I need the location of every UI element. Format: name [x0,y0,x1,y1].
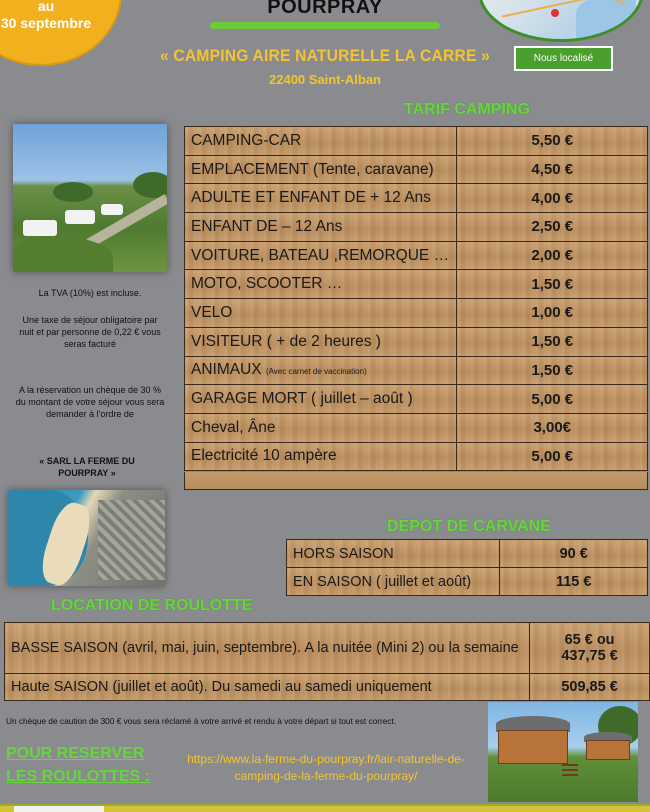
table-row [185,184,648,213]
tarif-title: TARIF CAMPING [404,101,530,118]
roulotte-label: BASSE SAISON (avril, mai, juin, septembre). A la nuitée (Mini 2) ou la semaine [5,623,530,674]
roulotte-label: Haute SAISON (juillet et août). Du samedi au samedi uniquement [5,674,530,701]
tarif-label [185,241,457,270]
tarif-label-text: EMPLACEMENT (Tente, caravane) [191,160,434,178]
tarif-price: 5,50 € [457,127,648,156]
tarif-label [185,356,457,385]
reserve-heading [6,742,156,788]
roulotte-photo [488,702,638,802]
tarif-label [185,299,457,328]
table-row [287,568,648,596]
roulotte-title: LOCATION DE ROULOTTE [51,597,253,614]
reserve-line-1: POUR RESERVER [6,745,145,762]
table-row [5,623,650,674]
tax-note: Une taxe de séjour obligatoire par nuit et par personne de 0,22 € vous seras facturé [19,315,161,349]
table-row [185,241,648,270]
tarif-table [184,126,648,471]
tva-note: La TVA (10%) est incluse. [38,288,142,298]
tarif-table-footer [184,472,648,490]
reserve-line-2: LES ROULOTTES : [6,768,150,785]
tarif-price: 1,50 € [457,327,648,356]
deposit-note: Un chèque de caution de 300 € vous sera réclamé à votre arrivé et rendu à votre départ si tout est correct. [6,716,397,726]
tarif-label-text: ENFANT DE – 12 Ans [191,217,343,235]
brand-underline [210,22,440,29]
tree [53,182,93,202]
tarif-label [185,270,457,299]
depot-price: 90 € [500,540,648,568]
tarif-label-text: MOTO, SCOOTER … [191,275,343,293]
tarif-price: 4,00 € [457,184,648,213]
tarif-label-text: Electricité 10 ampère [191,447,337,465]
tarif-price: 2,00 € [457,241,648,270]
campsite-photo [13,124,167,272]
map-pin-icon [551,9,559,17]
depot-title: DEPOT DE CARVANE [387,518,551,535]
payee-name: « SARL LA FERME DU POURPRAY » [39,456,135,478]
depot-label: HORS SAISON [287,540,500,568]
tarif-price: 4,50 € [457,155,648,184]
wagon-body [586,740,630,760]
tarif-label-text: VOITURE, BATEAU ,REMORQUE … [191,246,450,264]
camping-address: 22400 Saint-Alban [269,72,381,87]
tarif-label-note: (Avec carnet de vaccination) [265,367,367,377]
tarif-label-text: VISITEUR ( + de 2 heures ) [191,332,381,350]
wagon-body [498,730,568,764]
reservation-link[interactable]: https://www.la-ferme-du-pourpray.fr/lair-naturelle-de-camping-de-la-ferme-du-pourpray/ [187,752,465,783]
depot-label: EN SAISON ( juillet et août) [287,568,500,596]
camping-car [101,204,123,215]
footer-strip [14,806,104,812]
table-row [287,540,648,568]
table-row [185,155,648,184]
tarif-label [185,127,457,156]
tarif-price: 1,00 € [457,299,648,328]
camping-car [23,220,57,236]
reservation-note: A la réservation un chèque de 30 % du montant de votre séjour vous sera demander à l'ordre de [15,385,165,419]
wagon-steps [562,764,578,778]
table-row [185,385,648,414]
camping-title: « CAMPING AIRE NATURELLE LA CARRE » [160,46,490,65]
roulotte-price: 509,85 € [530,674,650,701]
table-row [185,270,648,299]
tarif-price: 1,50 € [457,270,648,299]
tarif-label [185,385,457,414]
date-line-1: au [37,0,55,14]
date-line-2: 30 septembre [0,15,92,31]
tarif-label-text: ADULTE ET ENFANT DE + 12 Ans [191,189,431,207]
table-row [185,442,648,471]
table-row [185,299,648,328]
tarif-label-text: VELO [191,303,233,321]
tarif-price: 2,50 € [457,213,648,242]
location-map[interactable] [478,0,644,42]
tarif-label [185,184,457,213]
depot-table [286,539,648,596]
table-row [185,356,648,385]
table-row [185,413,648,442]
tarif-price: 5,00 € [457,442,648,471]
brand-name: POURPRAY [267,0,383,18]
path [87,194,167,248]
camping-car [65,210,95,224]
locate-us-button[interactable]: Nous localisé [514,46,613,71]
tarif-label-text: GARAGE MORT ( juillet – août ) [191,390,413,408]
table-row [185,213,648,242]
tarif-label-text: CAMPING-CAR [191,131,302,149]
tarif-price: 5,00 € [457,385,648,414]
tarif-label [185,442,457,471]
price-line: 65 € ou [564,632,615,648]
tarif-label [185,327,457,356]
tarif-label [185,213,457,242]
town [98,500,165,580]
price-line: 437,75 € [561,648,618,664]
table-row [5,674,650,701]
tarif-label [185,155,457,184]
map-water [576,0,636,38]
table-row [185,327,648,356]
date-badge-text [0,0,92,32]
depot-price: 115 € [500,568,648,596]
table-row [185,127,648,156]
roulotte-price [530,623,650,674]
coast-photo [8,490,165,586]
tarif-label-text: Cheval, Âne [191,418,276,436]
tarif-price: 3,00€ [457,413,648,442]
tarif-price: 1,50 € [457,356,648,385]
tarif-label [185,413,457,442]
roulotte-table [4,622,650,701]
tarif-label-text: ANIMAUX [191,361,262,379]
